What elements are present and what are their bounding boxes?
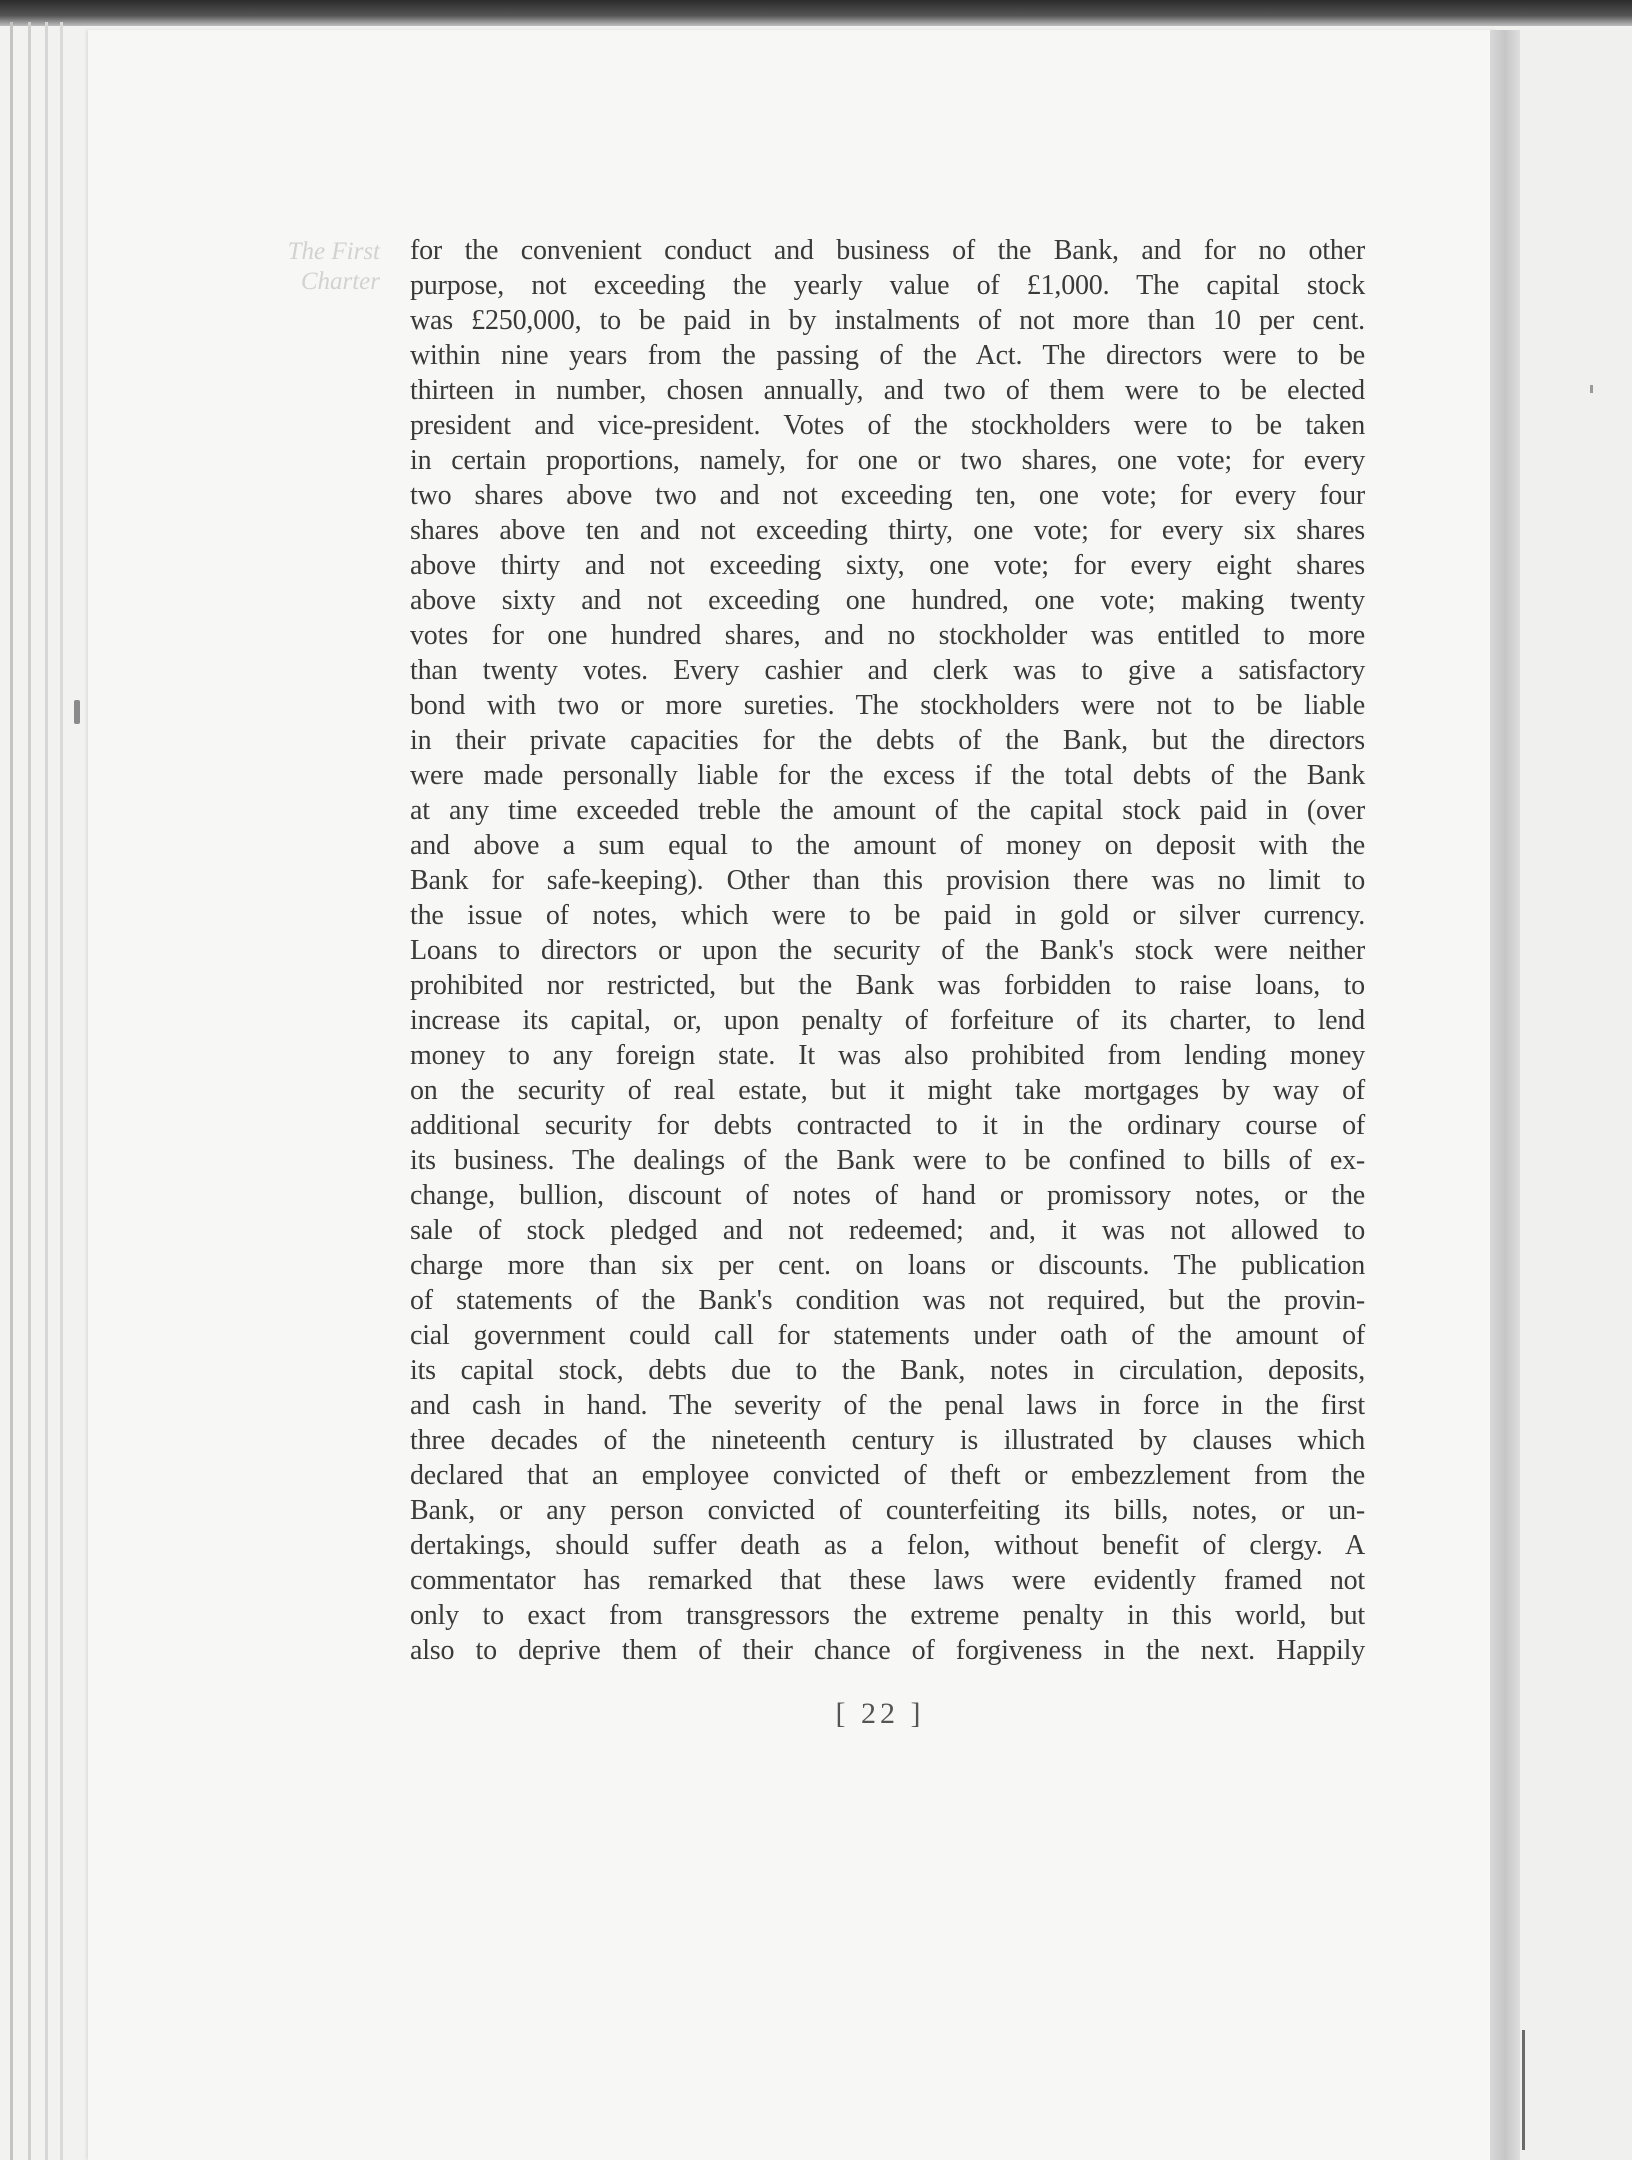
text-line: additional security for debts contracted to it in the ordinary course of [410, 1110, 1365, 1141]
specks-mark [1590, 385, 1593, 393]
text-line: of statements of the Bank's condition was not required, but the provin- [410, 1285, 1365, 1316]
text-line: money to any foreign state. It was also prohibited from lending money [410, 1040, 1365, 1071]
text-line: Bank for safe-keeping). Other than this provision there was no limit to [410, 865, 1365, 896]
margin-sidenote [240, 237, 380, 297]
page-edge [10, 22, 13, 2160]
text-line: and cash in hand. The severity of the penal laws in force in the first [410, 1390, 1365, 1421]
scanner-top-edge [0, 0, 1632, 26]
text-line: prohibited nor restricted, but the Bank was forbidden to raise loans, to [410, 970, 1365, 1001]
text-line: Loans to directors or upon the security of the Bank's stock were neither [410, 935, 1365, 966]
text-line: purpose, not exceeding the yearly value of £1,000. The capital stock [410, 270, 1365, 301]
text-line: declared that an employee convicted of theft or embezzlement from the [410, 1460, 1365, 1491]
text-line: commentator has remarked that these laws were evidently framed not [410, 1565, 1365, 1596]
text-line: above thirty and not exceeding sixty, one vote; for every eight shares [410, 550, 1365, 581]
text-line: at any time exceeded treble the amount of the capital stock paid in (over [410, 795, 1365, 826]
sidenote-line: The First [287, 238, 380, 265]
text-line: and above a sum equal to the amount of money on deposit with the [410, 830, 1365, 861]
page-edge [60, 22, 63, 2160]
text-line: thirteen in number, chosen annually, and two of them were to be elected [410, 375, 1365, 406]
text-line: charge more than six per cent. on loans or discounts. The publication [410, 1250, 1365, 1281]
text-line: two shares above two and not exceeding ten, one vote; for every four [410, 480, 1365, 511]
text-line: cial government could call for statements under oath of the amount of [410, 1320, 1365, 1351]
text-line: also to deprive them of their chance of forgiveness in the next. Happily [410, 1635, 1365, 1666]
text-line: bond with two or more sureties. The stockholders were not to be liable [410, 690, 1365, 721]
text-line: than twenty votes. Every cashier and clerk was to give a satisfactory [410, 655, 1365, 686]
page-edge-line [1522, 2030, 1525, 2150]
page-number: [ 22 ] [835, 1697, 925, 1730]
text-line: in certain proportions, namely, for one or two shares, one vote; for every [410, 445, 1365, 476]
text-line: change, bullion, discount of notes of hand or promissory notes, or the [410, 1180, 1365, 1211]
text-line: president and vice-president. Votes of the stockholders were to be taken [410, 410, 1365, 441]
text-line: shares above ten and not exceeding thirty, one vote; for every six shares [410, 515, 1365, 546]
text-line: on the security of real estate, but it might take mortgages by way of [410, 1075, 1365, 1106]
text-line: above sixty and not exceeding one hundred, one vote; making twenty [410, 585, 1365, 616]
text-line: was £250,000, to be paid in by instalments of not more than 10 per cent. [410, 305, 1365, 336]
text-line: the issue of notes, which were to be paid in gold or silver currency. [410, 900, 1365, 931]
text-line: votes for one hundred shares, and no stockholder was entitled to more [410, 620, 1365, 651]
text-line: for the convenient conduct and business of the Bank, and for no other [410, 235, 1365, 266]
sidenote-line: Charter [300, 268, 380, 295]
text-line: dertakings, should suffer death as a felon, without benefit of clergy. A [410, 1530, 1365, 1561]
text-line: Bank, or any person convicted of counterfeiting its bills, notes, or un- [410, 1495, 1365, 1526]
text-line: increase its capital, or, upon penalty of forfeiture of its charter, to lend [410, 1005, 1365, 1036]
text-line: three decades of the nineteenth century is illustrated by clauses which [410, 1425, 1365, 1456]
text-line: only to exact from transgressors the extreme penalty in this world, but [410, 1600, 1365, 1631]
text-line: in their private capacities for the debts of the Bank, but the directors [410, 725, 1365, 756]
page-edge [28, 22, 31, 2160]
text-line: its capital stock, debts due to the Bank, notes in circulation, deposits, [410, 1355, 1365, 1386]
body-text [410, 233, 1365, 1668]
margin-mark [74, 700, 80, 724]
gutter-shadow [1490, 30, 1520, 2160]
text-line: within nine years from the passing of the Act. The directors were to be [410, 340, 1365, 371]
text-line: sale of stock pledged and not redeemed; and, it was not allowed to [410, 1215, 1365, 1246]
text-line: were made personally liable for the excess if the total debts of the Bank [410, 760, 1365, 791]
text-line: its business. The dealings of the Bank were to be confined to bills of ex- [410, 1145, 1365, 1176]
adjacent-page [1520, 30, 1632, 2160]
page-edge [45, 22, 48, 2160]
